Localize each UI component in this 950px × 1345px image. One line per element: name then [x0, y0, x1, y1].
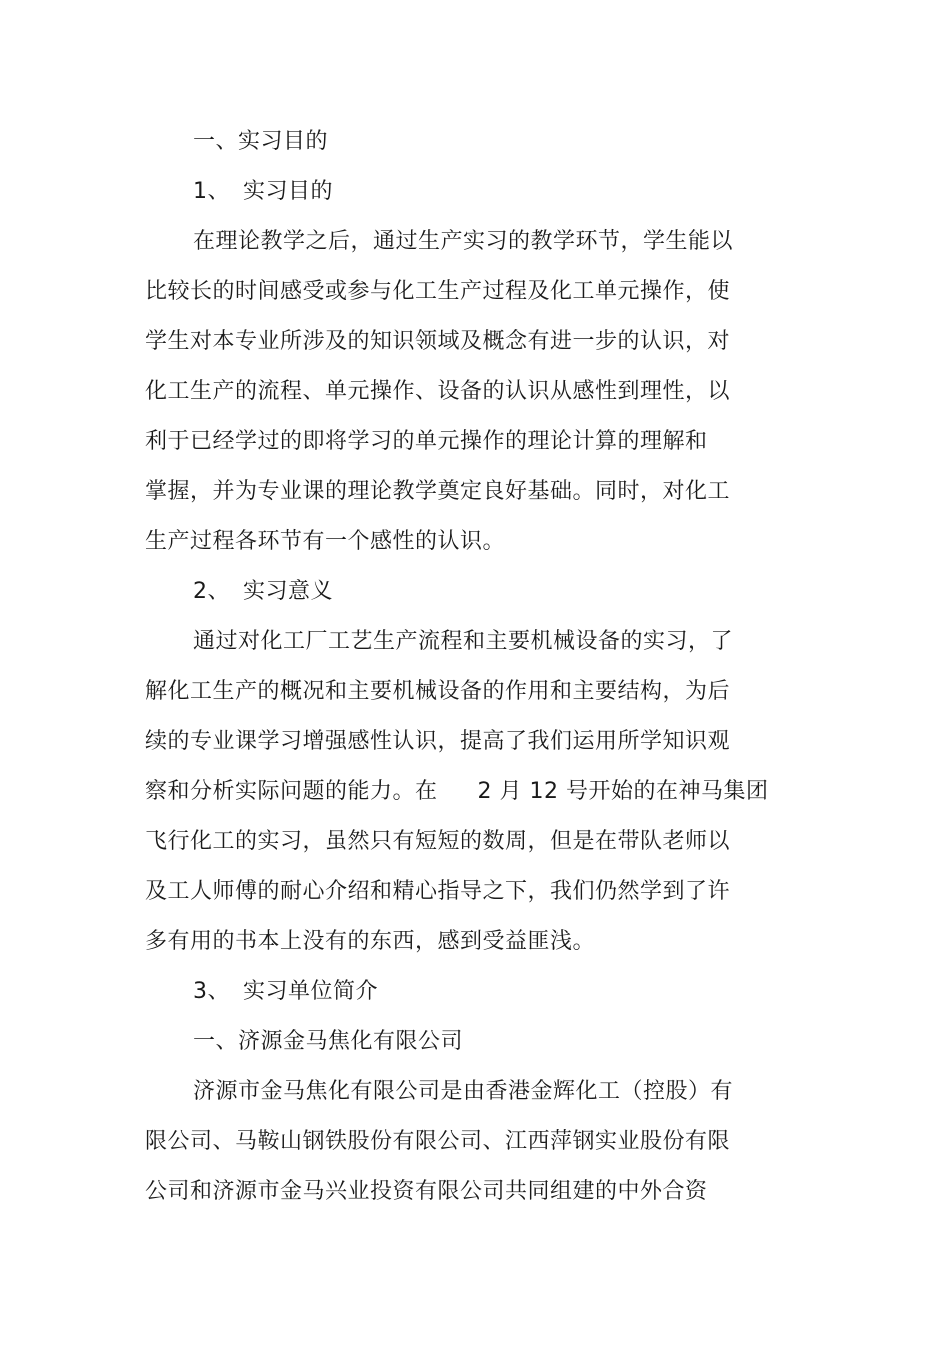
subsection-title: 实习单位简介 — [243, 979, 379, 1004]
paragraph-line: 及工人师傅的耐心介绍和精心指导之下，我们仍然学到了许 — [145, 879, 731, 904]
paragraph-line: 学生对本专业所涉及的知识领域及概念有进一步的认识，对 — [145, 329, 731, 354]
subsection-heading — [193, 178, 333, 206]
paragraph-text: 察和分析实际问题的能力。在 — [145, 779, 438, 804]
subsection-heading — [193, 578, 333, 606]
paragraph-line: 比较长的时间感受或参与化工生产过程及化工单元操作，使 — [145, 279, 731, 304]
paragraph-line: 化工生产的流程、单元操作、设备的认识从感性到理性，以 — [145, 379, 731, 404]
paragraph-line: 续的专业课学习增强感性认识，提高了我们运用所学知识观 — [145, 729, 731, 754]
paragraph-line: 多有用的书本上没有的东西，感到受益匪浅。 — [145, 929, 596, 954]
paragraph-line: 生产过程各环节有一个感性的认识。 — [145, 529, 506, 554]
company-heading: 一、济源金马焦化有限公司 — [193, 1029, 464, 1054]
paragraph-line: 在理论教学之后，通过生产实习的教学环节，学生能以 — [193, 229, 734, 254]
paragraph-line: 掌握，并为专业课的理论教学奠定良好基础。同时，对化工 — [145, 479, 731, 504]
paragraph-line: 解化工生产的概况和主要机械设备的作用和主要结构，为后 — [145, 679, 731, 704]
paragraph-line: 飞行化工的实习，虽然只有短短的数周，但是在带队老师以 — [145, 829, 731, 854]
subsection-number: 2、 — [193, 579, 230, 604]
paragraph-line: 限公司、马鞍山钢铁股份有限公司、江西萍钢实业股份有限 — [145, 1129, 731, 1154]
paragraph-line: 利于已经学过的即将学习的单元操作的理论计算的理解和 — [145, 429, 708, 454]
subsection-title: 实习目的 — [243, 179, 334, 204]
subsection-number: 1、 — [193, 179, 230, 204]
paragraph-line: 通过对化工厂工艺生产流程和主要机械设备的实习，了 — [193, 629, 734, 654]
paragraph-line: 济源市金马焦化有限公司是由香港金辉化工（控股）有 — [193, 1079, 734, 1104]
paragraph-line: 公司和济源市金马兴业投资有限公司共同组建的中外合资 — [145, 1179, 708, 1204]
subsection-heading — [193, 978, 378, 1006]
subsection-title: 实习意义 — [243, 579, 334, 604]
section-heading: 一、实习目的 — [193, 129, 329, 154]
paragraph-line — [145, 778, 769, 806]
subsection-number: 3、 — [193, 979, 230, 1004]
paragraph-date-text: 2 月 12 号开始的在神马集团 — [477, 779, 769, 804]
